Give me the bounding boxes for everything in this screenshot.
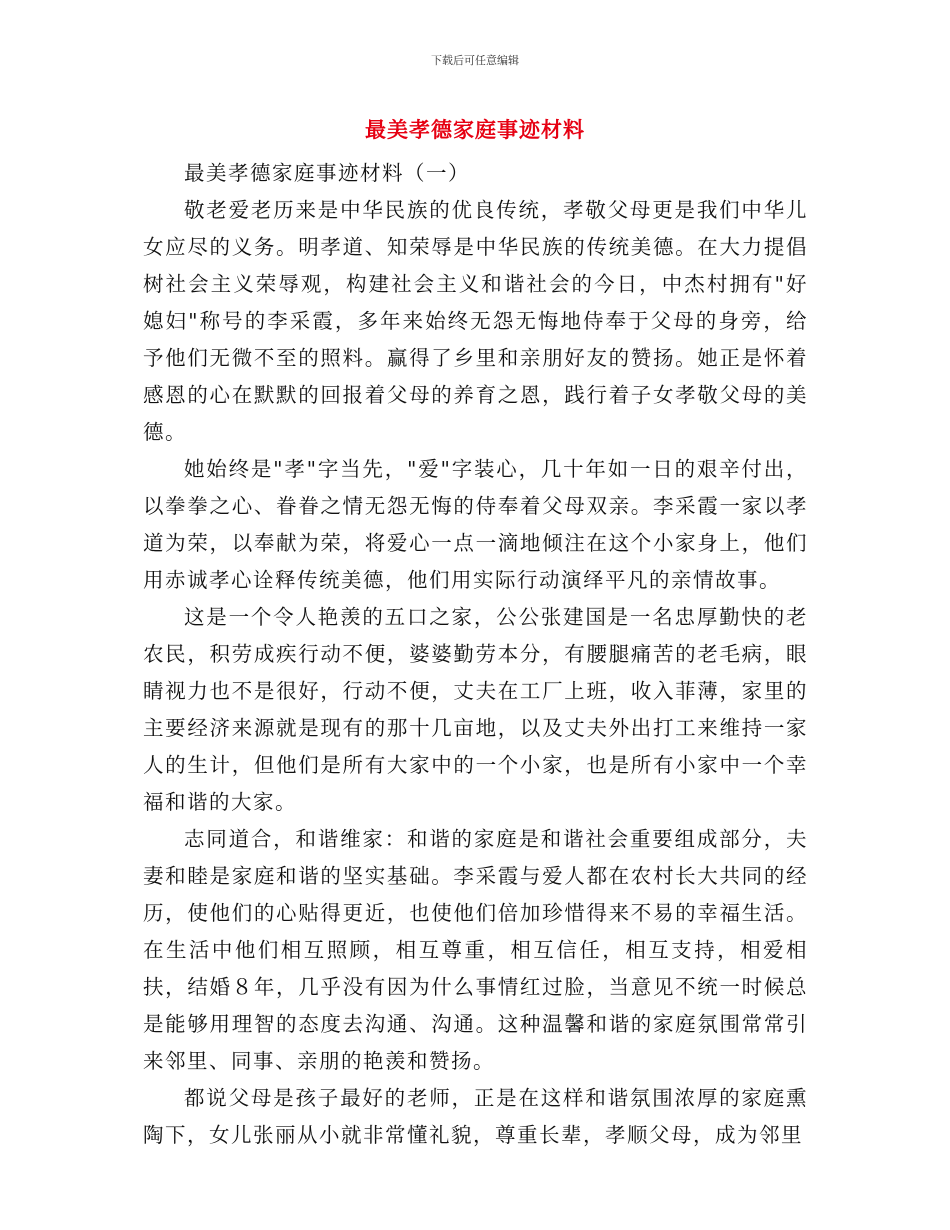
section-heading: 最美孝德家庭事迹材料（一） <box>184 161 470 185</box>
document-title: 最美孝德家庭事迹材料 <box>365 118 585 142</box>
paragraph: 这是一个令人艳羡的五口之家，公公张建国是一名忠厚勤快的老农民，积劳成疾行动不便，婆婆勤劳本分，有腰腿痛苦的老毛病，眼睛视力也不是很好，行动不便，丈夫在工厂上班，收入菲薄，家里的主要经济来源就是现有的那十几亩地，以及丈夫外出打工来维持一家人的生计，但他们是所有大家中的一个小家，也是所有小家中一个幸福和谐的大家。 <box>143 605 808 814</box>
document-body <box>143 155 808 1154</box>
paragraph: 敬老爱老历来是中华民族的优良传统，孝敬父母更是我们中华儿女应尽的义务。明孝道、知荣辱是中华民族的传统美德。在大力提倡树社会主义荣辱观，构建社会主义和谐社会的今日，中杰村拥有"好媳妇"称号的李采霞，多年来始终无怨无悔地侍奉于父母的身旁，给予他们无微不至的照料。赢得了乡里和亲朋好友的赞扬。她正是怀着感恩的心在默默的回报着父母的养育之恩，践行着子女孝敬父母的美德。 <box>143 198 808 444</box>
paragraph: 志同道合，和谐维家：和谐的家庭是和谐社会重要组成部分，夫妻和睦是家庭和谐的坚实基础。李采霞与爱人都在农村长大共同的经历，使他们的心贴得更近，也使他们倍加珍惜得来不易的幸福生活。在生活中他们相互照顾，相互尊重，相互信任，相互支持，相爱相扶，结婚８年，几乎没有因为什么事情红过脸，当意见不统一时候总是能够用理智的态度去沟通、沟通。这种温馨和谐的家庭氛围常常引来邻里、同事、亲朋的艳羡和赞扬。 <box>143 827 808 1073</box>
header-note: 下载后可任意编辑 <box>431 54 519 67</box>
paragraph: 她始终是"孝"字当先，"爱"字装心，几十年如一日的艰辛付出，以拳拳之心、眷眷之情无怨无悔的侍奉着父母双亲。李采霞一家以孝道为荣，以奉献为荣，将爱心一点一滴地倾注在这个小家身上，他们用赤诚孝心诠释传统美德，他们用实际行动演绎平凡的亲情故事。 <box>143 457 808 592</box>
paragraph: 都说父母是孩子最好的老师，正是在这样和谐氛围浓厚的家庭熏陶下，女儿张丽从小就非常懂礼貌，尊重长辈，孝顺父母，成为邻里 <box>143 1086 808 1147</box>
